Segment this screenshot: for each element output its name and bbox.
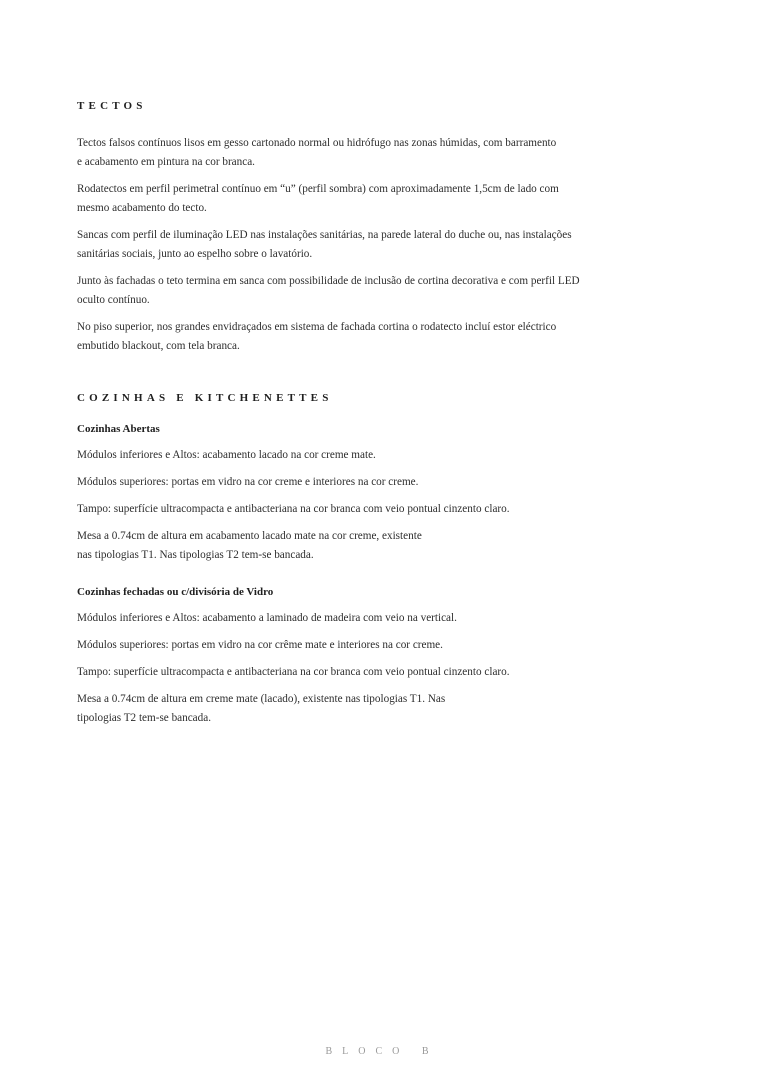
paragraph-fechadas-tampo: Tampo: superfície ultracompacta e antibacteriana na cor branca com veio pontual cinzento claro. [77, 666, 510, 678]
subheading-cozinhas-abertas: Cozinhas Abertas [77, 423, 160, 435]
section-heading-tectos: TECTOS [77, 100, 147, 112]
paragraph-fechadas-mesa: Mesa a 0.74cm de altura em creme mate (lacado), existente nas tipologias T1. Nas tipologias T2 tem-se bancada. [77, 693, 446, 724]
paragraph-piso-superior: No piso superior, nos grandes envidraçados em sistema de fachada cortina o rodatecto incluí estor eléctrico embutido blackout, com tela branca. [77, 321, 557, 352]
paragraph-abertas-mesa: Mesa a 0.74cm de altura em acabamento lacado mate na cor creme, existente nas tipologias T1. Nas tipologias T2 tem-se bancada. [77, 530, 422, 561]
paragraph-tectos-falsos: Tectos falsos contínuos lisos em gesso cartonado normal ou hidrófugo nas zonas húmidas, com barramento e acabamento em pintura na cor branca. [77, 137, 557, 168]
paragraph-fechadas-modulos-superiores: Módulos superiores: portas em vidro na cor crême mate e interiores na cor creme. [77, 639, 443, 651]
paragraph-sancas: Sancas com perfil de iluminação LED nas instalações sanitárias, na parede lateral do duche ou, nas instalações sanitárias sociais, junto ao espelho sobre o lavatório. [77, 229, 572, 260]
paragraph-rodatectos: Rodatectos em perfil perimetral contínuo em “u” (perfil sombra) com aproximadamente 1,5cm de lado com mesmo acabamento do tecto. [77, 183, 559, 214]
page-footer: BLOCO B [325, 1046, 439, 1057]
paragraph-abertas-modulos-inferiores: Módulos inferiores e Altos: acabamento lacado na cor creme mate. [77, 449, 376, 461]
paragraph-abertas-tampo: Tampo: superfície ultracompacta e antibacteriana na cor branca com veio pontual cinzento claro. [77, 503, 510, 515]
paragraph-fachadas: Junto às fachadas o teto termina em sanca com possibilidade de inclusão de cortina decorativa e com perfil LED oculto contínuo. [77, 275, 580, 306]
section-heading-cozinhas: COZINHAS E KITCHENETTES [77, 392, 333, 404]
paragraph-fechadas-modulos-inferiores: Módulos inferiores e Altos: acabamento a laminado de madeira com veio na vertical. [77, 612, 457, 624]
document-page [77, 96, 697, 728]
subheading-cozinhas-fechadas: Cozinhas fechadas ou c/divisória de Vidro [77, 586, 274, 598]
paragraph-abertas-modulos-superiores: Módulos superiores: portas em vidro na cor creme e interiores na cor creme. [77, 476, 419, 488]
